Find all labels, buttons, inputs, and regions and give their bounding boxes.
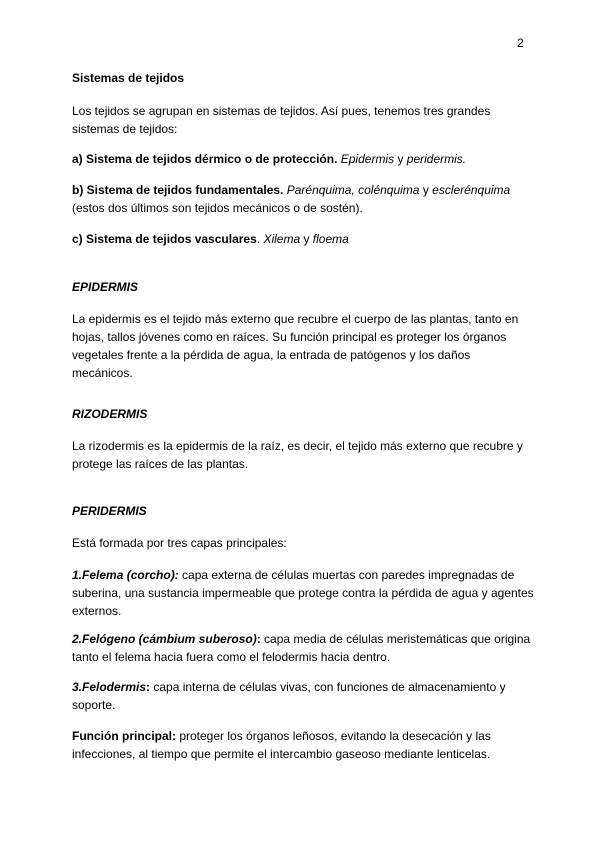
system-b-note: (estos dos últimos son tejidos mecánicos o de sostén). (72, 201, 363, 215)
system-c-term1: Xilema (263, 232, 301, 246)
layer-felogeno-text: capa media de células meristemáticas que origina tanto el felema hacia fuera como el felodermis hacia dentro. (72, 632, 531, 664)
system-a-conj: y (394, 152, 407, 166)
layer-felodermis (72, 678, 534, 714)
system-b (72, 181, 534, 217)
intro-paragraph: Los tejidos se agrupan en sistemas de tejidos. Así pues, tenemos tres grandes sistemas de tejidos: (72, 104, 491, 136)
page-number: 2 (517, 36, 524, 50)
system-b-conj: y (419, 183, 433, 197)
layer-felogeno-label: 2.Felógeno (cámbium suberoso) (72, 632, 257, 646)
system-c (72, 230, 534, 248)
system-c-sep: . (256, 232, 264, 246)
rizodermis-heading: RIZODERMIS (72, 407, 148, 421)
layer-felema-text: capa externa de células muertas con paredes impregnadas de suberina, una sustancia impermeable que protege contra la pérdida de agua y agentes externos. (72, 568, 534, 618)
section-title: Sistemas de tejidos (72, 71, 185, 85)
epidermis-heading: EPIDERMIS (72, 280, 139, 294)
layer-felodermis-label: 3.Felodermis (72, 680, 147, 694)
layer-felema (72, 566, 534, 620)
layer-felogeno-colon: : (256, 632, 261, 646)
system-b-term1: Parénquima, colénquima (286, 183, 420, 197)
function-label: Función principal: (72, 729, 176, 743)
peridermis-heading: PERIDERMIS (72, 504, 147, 518)
layer-felogeno (72, 630, 534, 666)
layer-felema-label: 1.Felema (corcho): (72, 568, 179, 582)
system-a-term2: peridermis. (406, 152, 467, 166)
function-paragraph (72, 727, 534, 763)
layer-felodermis-text: capa interna de células vivas, con funciones de almacenamiento y soporte. (72, 680, 506, 712)
system-b-label: b) Sistema de tejidos fundamentales. (72, 183, 284, 197)
system-a-label: a) Sistema de tejidos dérmico o de protección. (72, 152, 338, 166)
system-c-term2: floema (312, 232, 349, 246)
rizodermis-text: La rizodermis es la epidermis de la raíz, es decir, el tejido más externo que recubre y protege las raíces de las plantas. (72, 439, 523, 471)
system-c-conj: y (300, 232, 313, 246)
system-a-term1: Epidermis (340, 152, 395, 166)
system-a (72, 150, 534, 168)
system-b-term2: esclerénquima (432, 183, 511, 197)
peridermis-intro: Está formada por tres capas principales: (72, 536, 287, 550)
epidermis-text: La epidermis es el tejido más externo que recubre el cuerpo de las plantas, tanto en hojas, tallos jóvenes como en raíces. Su función principal es proteger los órganos vegetales frente a la pérdida de agua, la entrada de patógenos y los daños mecánicos. (72, 312, 519, 380)
function-text: proteger los órganos leñosos, evitando la desecación y las infecciones, al tiempo que permite el intercambio gaseoso mediante lenticelas. (72, 729, 491, 761)
layer-felodermis-colon: : (146, 680, 151, 694)
system-c-label: c) Sistema de tejidos vasculares (72, 232, 257, 246)
